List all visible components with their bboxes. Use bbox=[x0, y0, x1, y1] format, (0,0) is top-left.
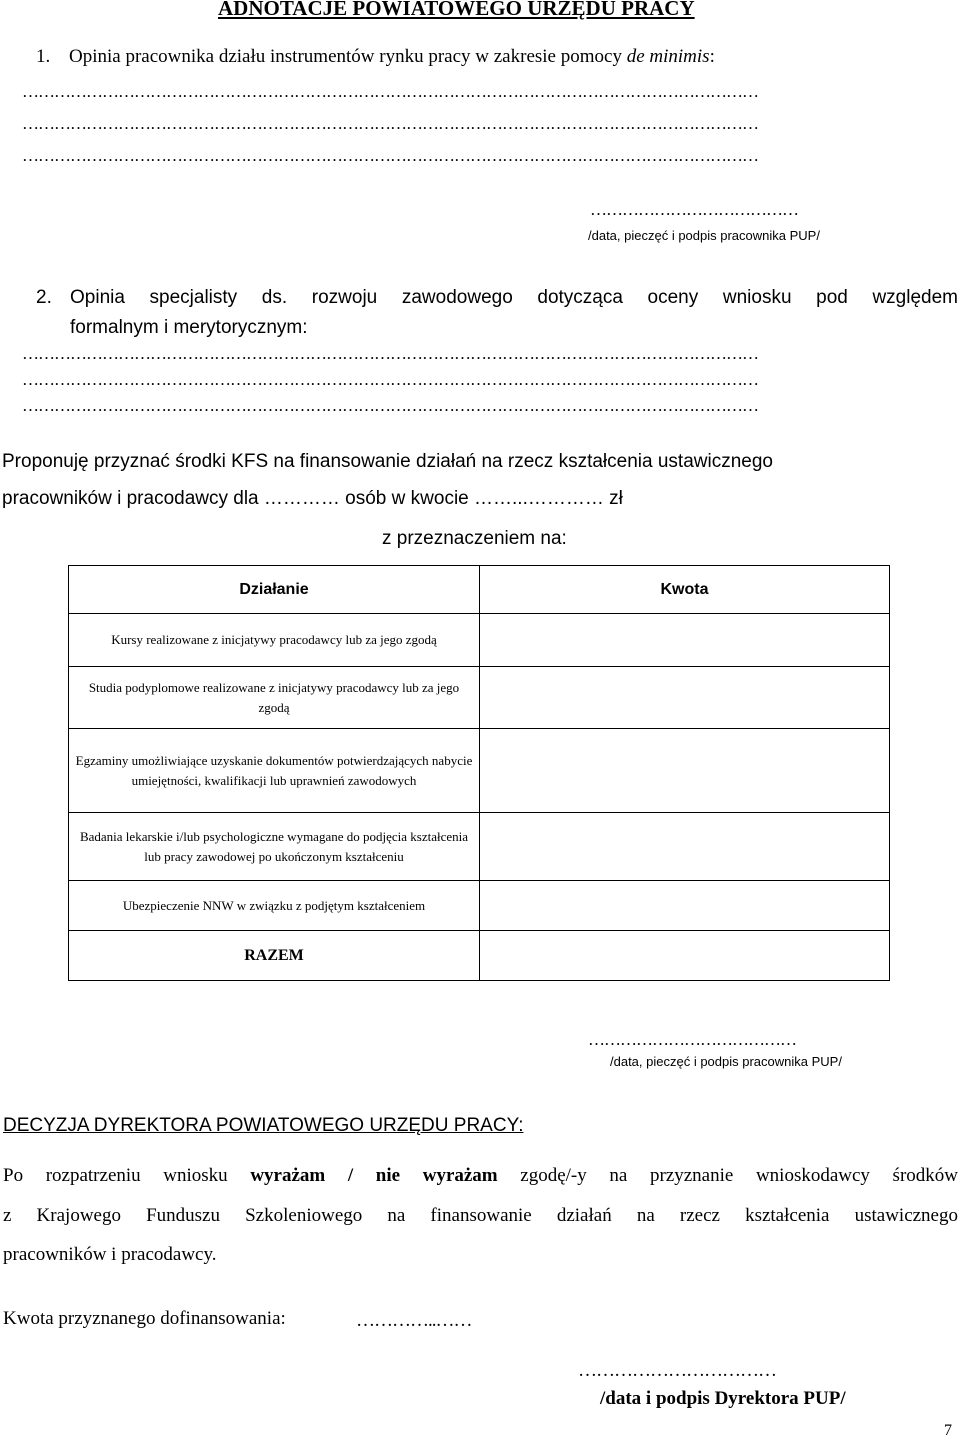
total-amount[interactable] bbox=[480, 931, 890, 981]
section1-heading bbox=[36, 46, 715, 68]
amount-label: Kwota przyznanego dofinansowania: bbox=[3, 1308, 286, 1329]
decision-line3: pracowników i pracodawcy. bbox=[3, 1244, 217, 1265]
table-header-row bbox=[69, 566, 890, 614]
row-label-postgraduate: Studia podyplomowe realizowane z inicjatywy pracodawcy lub za jego zgodą bbox=[69, 667, 480, 729]
header-amount: Kwota bbox=[480, 566, 890, 614]
decision-line1-b: zgodę/-y na przyznanie wnioskodawcy środków bbox=[497, 1165, 959, 1186]
table-row bbox=[69, 667, 890, 729]
section1-text: Opinia pracownika działu instrumentów rynku pracy w zakresie pomocy bbox=[69, 46, 627, 67]
amount-dots: …………..…… bbox=[356, 1310, 472, 1331]
proposal-line2: pracowników i pracodawcy dla ………… osób w kwocie ……...………… zł bbox=[2, 488, 623, 509]
section1-line-1: ………………………………………………………………………………………………………………………… bbox=[22, 82, 758, 101]
decision-choice: wyrażam / nie wyrażam bbox=[250, 1165, 498, 1186]
table-row bbox=[69, 813, 890, 881]
row-label-exams: Egzaminy umożliwiające uzyskanie dokumentów potwierdzających nabycie umiejętności, kwalifikacji lub uprawnień zawodowych bbox=[69, 729, 480, 813]
purpose-label: z przeznaczeniem na: bbox=[382, 528, 567, 549]
row-label-insurance: Ubezpieczenie NNW w związku z podjętym kształceniem bbox=[69, 881, 480, 931]
row-amount-insurance[interactable] bbox=[480, 881, 890, 931]
section1-suffix: : bbox=[709, 46, 715, 67]
section2-heading-line2: formalnym i merytorycznym: bbox=[70, 317, 308, 338]
decision-line2: z Krajowego Funduszu Szkoleniowego na finansowanie działań na rzecz kształcenia ustawicznego bbox=[3, 1205, 958, 1226]
page-title: ADNOTACJE POWIATOWEGO URZĘDU PRACY bbox=[218, 0, 695, 20]
section1-italic: de minimis bbox=[626, 46, 710, 67]
section2-number: 2. bbox=[36, 287, 52, 308]
decision-line1 bbox=[3, 1165, 958, 1187]
section1-signature-caption: /data, pieczęć i podpis pracownika PUP/ bbox=[588, 228, 820, 243]
decision-title: DECYZJA DYREKTORA POWIATOWEGO URZĘDU PRACY: bbox=[3, 1115, 524, 1136]
section2-heading-line1: Opinia specjalisty ds. rozwoju zawodowego dotycząca oceny wniosku pod względem bbox=[70, 287, 958, 308]
table-row bbox=[69, 881, 890, 931]
table-total-row bbox=[69, 931, 890, 981]
section2-signature-caption: /data, pieczęć i podpis pracownika PUP/ bbox=[610, 1054, 842, 1069]
decision-line1-a: Po rozpatrzeniu wniosku bbox=[3, 1165, 251, 1186]
table-row bbox=[69, 614, 890, 667]
row-amount-exams[interactable] bbox=[480, 729, 890, 813]
proposal-line1: Proponuję przyznać środki KFS na finansowanie działań na rzecz kształcenia ustawicznego bbox=[2, 451, 773, 472]
section2-line-1: ………………………………………………………………………………………………………………………… bbox=[22, 344, 758, 363]
row-label-courses: Kursy realizowane z inicjatywy pracodawcy lub za jego zgodą bbox=[69, 614, 480, 667]
section1-number: 1. bbox=[36, 46, 51, 67]
director-signature-caption: /data i podpis Dyrektora PUP/ bbox=[600, 1388, 846, 1409]
header-action: Działanie bbox=[69, 566, 480, 614]
section2-signature-dots: ………………………………… bbox=[588, 1030, 796, 1049]
table-row bbox=[69, 729, 890, 813]
section1-line-2: ………………………………………………………………………………………………………………………… bbox=[22, 114, 758, 133]
section1-signature-dots: ………………………………… bbox=[590, 200, 798, 219]
row-label-medical: Badania lekarskie i/lub psychologiczne wymagane do podjęcia kształcenia lub pracy zawodowej po ukończonym kształceniu bbox=[69, 813, 480, 881]
page-number: 7 bbox=[944, 1422, 952, 1439]
section2-line-2: ………………………………………………………………………………………………………………………… bbox=[22, 370, 758, 389]
section1-line-3: ………………………………………………………………………………………………………………………… bbox=[22, 146, 758, 165]
row-amount-courses[interactable] bbox=[480, 614, 890, 667]
row-amount-postgraduate[interactable] bbox=[480, 667, 890, 729]
total-label: RAZEM bbox=[69, 931, 480, 981]
section2-line-3: ………………………………………………………………………………………………………………………… bbox=[22, 396, 758, 415]
funding-table bbox=[68, 565, 890, 981]
director-signature-dots: …………………………… bbox=[578, 1360, 776, 1381]
row-amount-medical[interactable] bbox=[480, 813, 890, 881]
